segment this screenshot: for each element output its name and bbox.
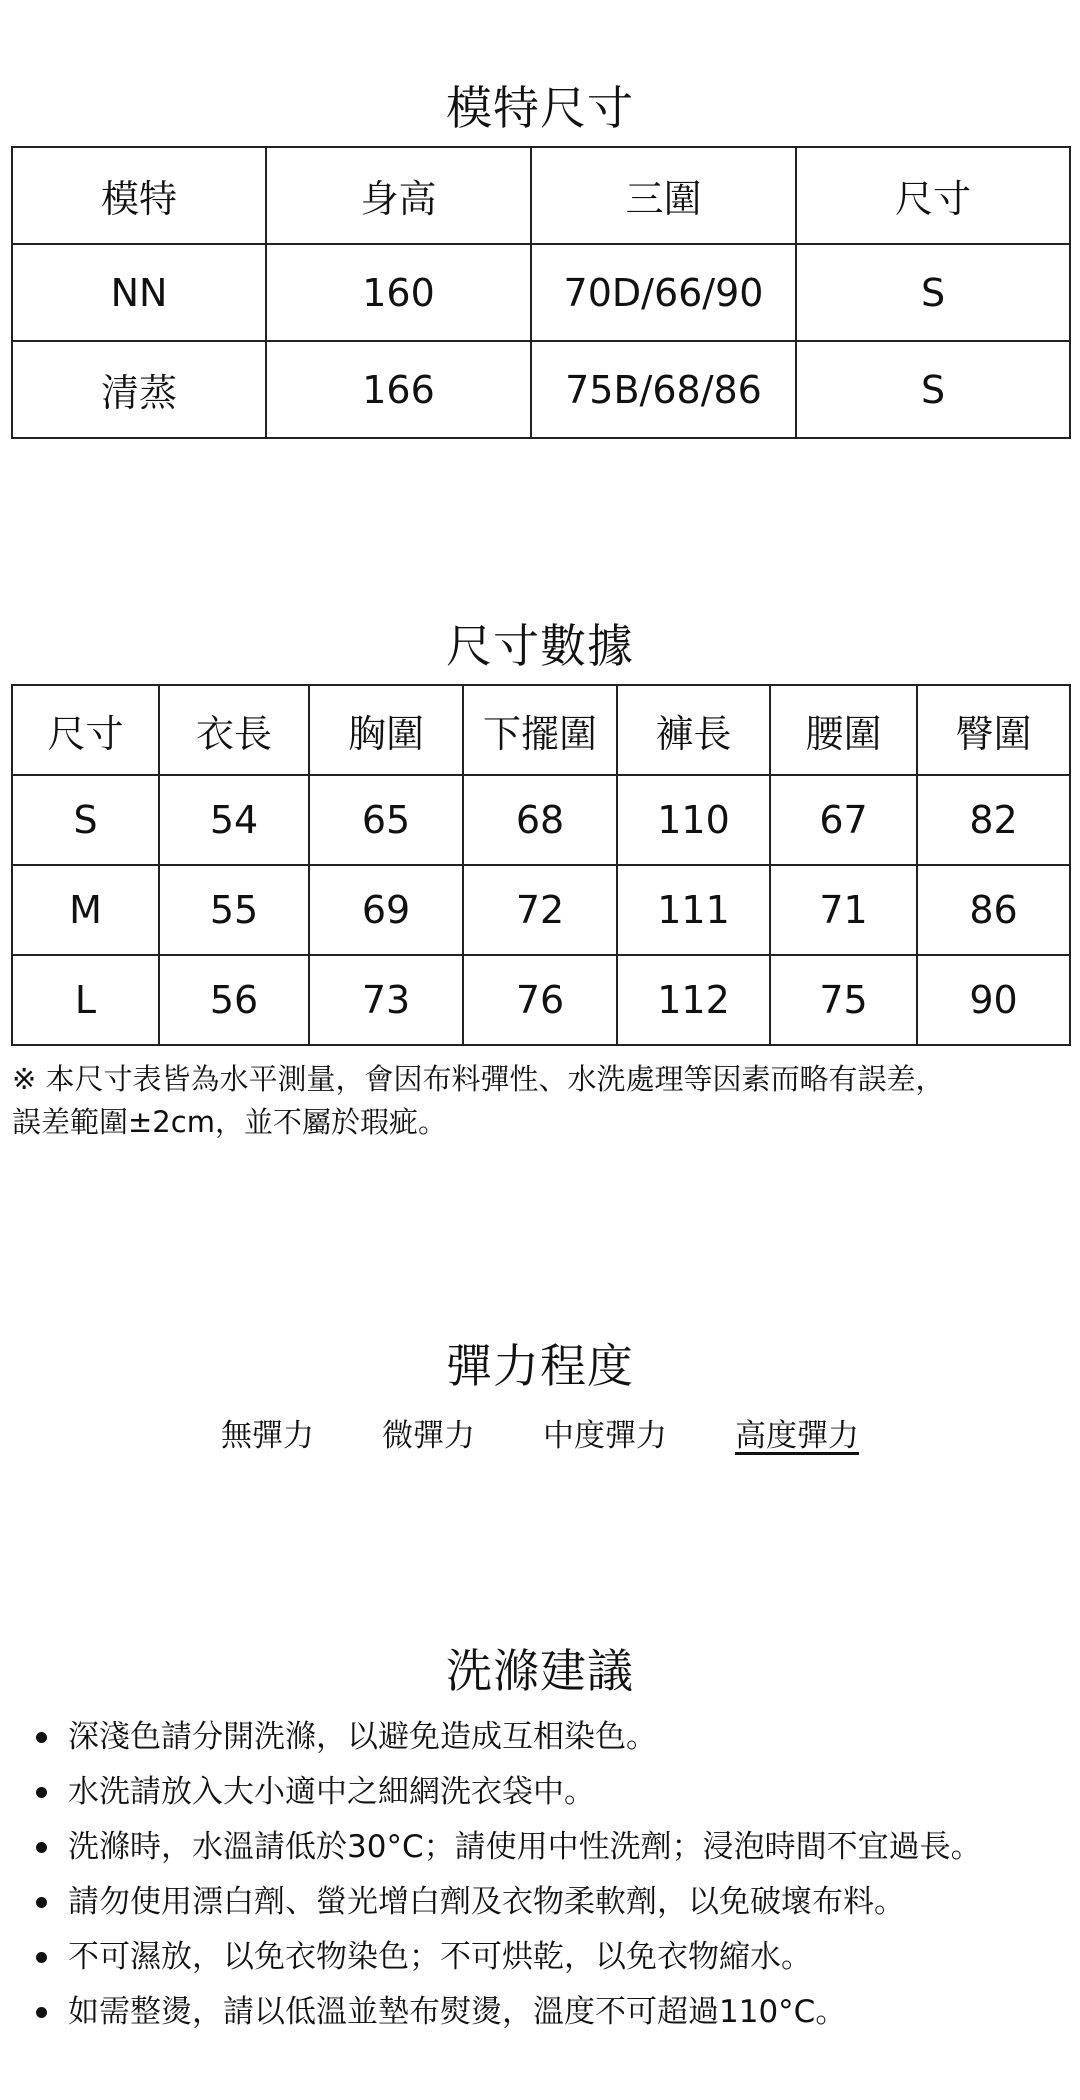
bullet-icon bbox=[36, 2007, 47, 2018]
elasticity-option-none: 無彈力 bbox=[221, 1418, 314, 1454]
elasticity-scale bbox=[0, 1410, 1080, 1455]
header-cell: 胸圍 bbox=[309, 685, 463, 775]
table-cell: 72 bbox=[463, 865, 617, 955]
size-cell: S bbox=[796, 341, 1070, 438]
header-cell: 尺寸 bbox=[796, 147, 1070, 244]
header-cell: 下擺圍 bbox=[463, 685, 617, 775]
table-cell: 86 bbox=[917, 865, 1070, 955]
measurement-note bbox=[12, 1058, 1068, 1144]
table-cell: 75 bbox=[770, 955, 917, 1045]
care-title: 洗滌建議 bbox=[446, 1644, 634, 1698]
list-item bbox=[30, 1985, 1075, 2040]
table-cell: 69 bbox=[309, 865, 463, 955]
bullet-icon bbox=[36, 1732, 47, 1743]
elasticity-option-medium: 中度彈力 bbox=[543, 1418, 667, 1454]
height-cell: 160 bbox=[266, 244, 531, 341]
table-cell: 82 bbox=[917, 775, 1070, 865]
table-cell: 56 bbox=[159, 955, 309, 1045]
table-cell: 71 bbox=[770, 865, 917, 955]
header-cell: 模特 bbox=[12, 147, 266, 244]
model-size-table bbox=[11, 146, 1071, 439]
list-item bbox=[30, 1820, 1075, 1875]
model-name-cell: 清蒸 bbox=[12, 341, 266, 438]
header-cell: 衣長 bbox=[159, 685, 309, 775]
table-cell: M bbox=[12, 865, 159, 955]
size-data-title: 尺寸數據 bbox=[446, 619, 634, 673]
care-text: 不可濕放，以免衣物染色；不可烘乾，以免衣物縮水。 bbox=[68, 1939, 812, 1975]
table-cell: 73 bbox=[309, 955, 463, 1045]
table-cell: 55 bbox=[159, 865, 309, 955]
care-instructions-list bbox=[30, 1710, 1075, 2040]
elasticity-option-high: 高度彈力 bbox=[735, 1418, 859, 1454]
table-row bbox=[12, 775, 1070, 865]
care-text: 洗滌時，水溫請低於30°C；請使用中性洗劑；浸泡時間不宜過長。 bbox=[68, 1829, 982, 1865]
header-cell: 三圍 bbox=[531, 147, 796, 244]
care-text: 如需整燙，請以低溫並墊布熨燙，溫度不可超過110°C。 bbox=[68, 1994, 847, 2030]
elasticity-title: 彈力程度 bbox=[446, 1339, 634, 1393]
care-text: 水洗請放入大小適中之細網洗衣袋中。 bbox=[68, 1774, 595, 1810]
bullet-icon bbox=[36, 1952, 47, 1963]
size-cell: S bbox=[796, 244, 1070, 341]
header-cell: 腰圍 bbox=[770, 685, 917, 775]
header-cell: 褲長 bbox=[617, 685, 770, 775]
table-cell: 68 bbox=[463, 775, 617, 865]
table-cell: 54 bbox=[159, 775, 309, 865]
bullet-icon bbox=[36, 1842, 47, 1853]
measurements-cell: 70D/66/90 bbox=[531, 244, 796, 341]
table-header-row bbox=[12, 147, 1070, 244]
table-row bbox=[12, 341, 1070, 438]
note-line: 誤差範圍±2cm，並不屬於瑕疵。 bbox=[12, 1105, 447, 1139]
size-data-table bbox=[11, 684, 1071, 1046]
table-cell: 67 bbox=[770, 775, 917, 865]
header-cell: 臀圍 bbox=[917, 685, 1070, 775]
table-cell: 112 bbox=[617, 955, 770, 1045]
table-cell: 110 bbox=[617, 775, 770, 865]
header-cell: 尺寸 bbox=[12, 685, 159, 775]
list-item bbox=[30, 1875, 1075, 1930]
model-name-cell: NN bbox=[12, 244, 266, 341]
table-cell: 111 bbox=[617, 865, 770, 955]
care-text: 請勿使用漂白劑、螢光增白劑及衣物柔軟劑，以免破壞布料。 bbox=[68, 1884, 905, 1920]
list-item bbox=[30, 1710, 1075, 1765]
height-cell: 166 bbox=[266, 341, 531, 438]
elasticity-option-slight: 微彈力 bbox=[382, 1418, 475, 1454]
table-cell: 76 bbox=[463, 955, 617, 1045]
table-cell: 65 bbox=[309, 775, 463, 865]
table-cell: 90 bbox=[917, 955, 1070, 1045]
care-text: 深淺色請分開洗滌，以避免造成互相染色。 bbox=[68, 1719, 657, 1755]
list-item bbox=[30, 1765, 1075, 1820]
bullet-icon bbox=[36, 1787, 47, 1798]
table-cell: L bbox=[12, 955, 159, 1045]
model-size-title: 模特尺寸 bbox=[446, 81, 634, 135]
table-row bbox=[12, 865, 1070, 955]
note-line: ※ 本尺寸表皆為水平測量，會因布料彈性、水洗處理等因素而略有誤差， bbox=[12, 1062, 945, 1096]
table-cell: S bbox=[12, 775, 159, 865]
table-header-row bbox=[12, 685, 1070, 775]
measurements-cell: 75B/68/86 bbox=[531, 341, 796, 438]
table-row bbox=[12, 244, 1070, 341]
header-cell: 身高 bbox=[266, 147, 531, 244]
list-item bbox=[30, 1930, 1075, 1985]
bullet-icon bbox=[36, 1897, 47, 1908]
table-row bbox=[12, 955, 1070, 1045]
